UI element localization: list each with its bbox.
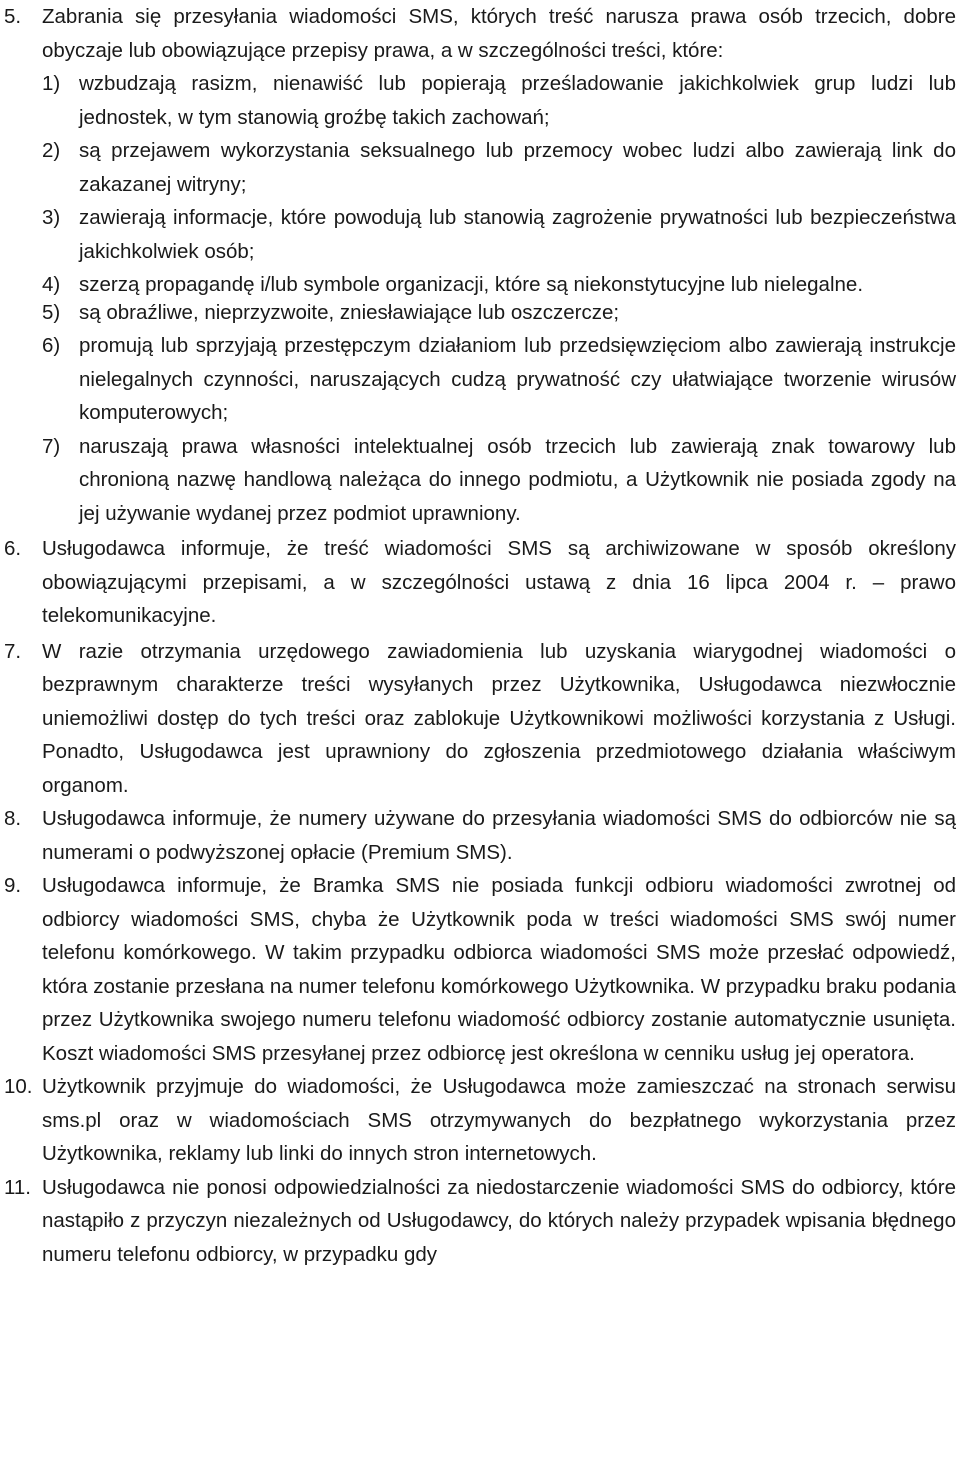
paragraph-number: 8.	[4, 807, 22, 830]
subitem-number: 6)	[42, 334, 61, 357]
paragraph-text: Użytkownik przyjmuje do wiadomości, że Usługodawca może zamieszczać na stronach serwisu sms.pl oraz w wiadomościach SMS otrzymywanych do bezpłatnego wykorzystania przez Użytkownika, reklamy lub linki do innych stron internetowych.	[42, 1075, 956, 1165]
subitem-text: są obraźliwe, nieprzyzwoite, zniesławiające lub oszczercze;	[79, 300, 620, 324]
paragraph-text: Usługodawca informuje, że Bramka SMS nie posiada funkcji odbioru wiadomości zwrotnej od odbiorcy wiadomości SMS, chyba że Użytkownik poda w treści wiadomości SMS swój numer telefonu komórkowego. W takim przypadku odbiorca wiadomości SMS może przesłać odpowiedź, która zostanie przesłana na numer telefonu komórkowego Użytkownika. W przypadku braku podania przez Użytkownika swojego numeru telefonu wiadomość odbiorcy zostanie automatycznie usunięta. Koszt wiadomości SMS przesyłanej przez odbiorcę jest określona w cenniku usług jej operatora.	[42, 874, 956, 1065]
paragraph-9	[2, 869, 956, 1070]
subitem-number: 3)	[42, 206, 61, 229]
paragraph-text: Usługodawca informuje, że numery używane do przesyłania wiadomości SMS do odbiorców nie są numerami o podwyższonej opłacie (Premium SMS).	[42, 807, 956, 864]
paragraph-8	[2, 802, 956, 869]
paragraph-10	[2, 1070, 956, 1171]
subitem-7	[42, 430, 956, 531]
paragraph-text: Usługodawca informuje, że treść wiadomości SMS są archiwizowane w sposób określony obowiązującymi przepisami, a w szczególności ustawą z dnia 16 lipca 2004 r. – prawo telekomunikacyjne.	[42, 537, 956, 627]
paragraph-number: 7.	[4, 639, 22, 663]
subitem-2	[42, 134, 956, 201]
subitem-number: 1)	[42, 72, 61, 95]
paragraph-5	[2, 0, 956, 530]
paragraph-number: 5.	[4, 5, 22, 28]
paragraph-text: W razie otrzymania urzędowego zawiadomienia lub uzyskania wiarygodnej wiadomości o bezprawnym charakterze treści wysyłanych przez Użytkownika, Usługodawca niezwłocznie uniemożliwi dostęp do tych treści oraz zablokuje Użytkownikowi możliwości korzystania z Usługi. Ponadto, Usługodawca jest uprawniony do zgłoszenia przedmiotowego działania właściwym organom.	[42, 639, 956, 797]
subitem-text: promują lub sprzyjają przestępczym działaniom lub przedsięwzięciom albo zawierają instrukcje nielegalnych czynności, naruszających cudzą prywatność czy ułatwiające tworzenie wirusów komputerowych;	[79, 334, 956, 424]
subitem-6	[42, 329, 956, 430]
subitem-text: wzbudzają rasizm, nienawiść lub popierają prześladowanie jakichkolwiek grup ludzi lub jednostek, w tym stanowią groźbę takich zachowań;	[79, 72, 956, 129]
paragraph-11	[2, 1171, 956, 1272]
paragraph-text: Zabrania się przesyłania wiadomości SMS, których treść narusza prawa osób trzecich, dobre obyczaje lub obowiązujące przepisy prawa, a w szczególności treści, które:	[42, 5, 956, 62]
subitem-text: szerzą propagandę i/lub symbole organizacji, które są niekonstytucyjne lub nielegalne.	[79, 273, 864, 296]
paragraph-7	[2, 635, 956, 803]
subitem-number: 2)	[42, 139, 61, 162]
subitem-text: zawierają informacje, które powodują lub stanowią zagrożenie prywatności lub bezpieczeństwa jakichkolwiek osób;	[79, 206, 956, 263]
subitem-text: naruszają prawa własności intelektualnej osób trzecich lub zawierają znak towarowy lub chronioną nazwę handlową należąca do innego podmiotu, a Użytkownik nie posiada zgody na jej używanie wydanej przez podmiot uprawniony.	[79, 434, 956, 525]
subitem-number: 5)	[42, 300, 61, 324]
subitem-number: 4)	[42, 273, 61, 296]
subitem-number: 7)	[42, 434, 61, 458]
paragraph-6	[2, 532, 956, 633]
paragraph-number: 10.	[4, 1075, 33, 1098]
paragraph-text: Usługodawca nie ponosi odpowiedzialności za niedostarczenie wiadomości SMS do odbiorcy, które nastąpiło z przyczyn niezależnych od Usługodawcy, do których należy przypadek wpisania błędnego numeru telefonu odbiorcy, w przypadku gdy	[42, 1175, 956, 1266]
paragraph-number: 11.	[4, 1175, 31, 1199]
subitem-text: są przejawem wykorzystania seksualnego lub przemocy wobec ludzi albo zawierają link do zakazanej witryny;	[79, 139, 956, 196]
subitem-3	[42, 201, 956, 268]
subitem-1	[42, 67, 956, 134]
subitem-5	[42, 296, 956, 330]
paragraph-number: 6.	[4, 537, 22, 560]
paragraph-number: 9.	[4, 874, 22, 897]
